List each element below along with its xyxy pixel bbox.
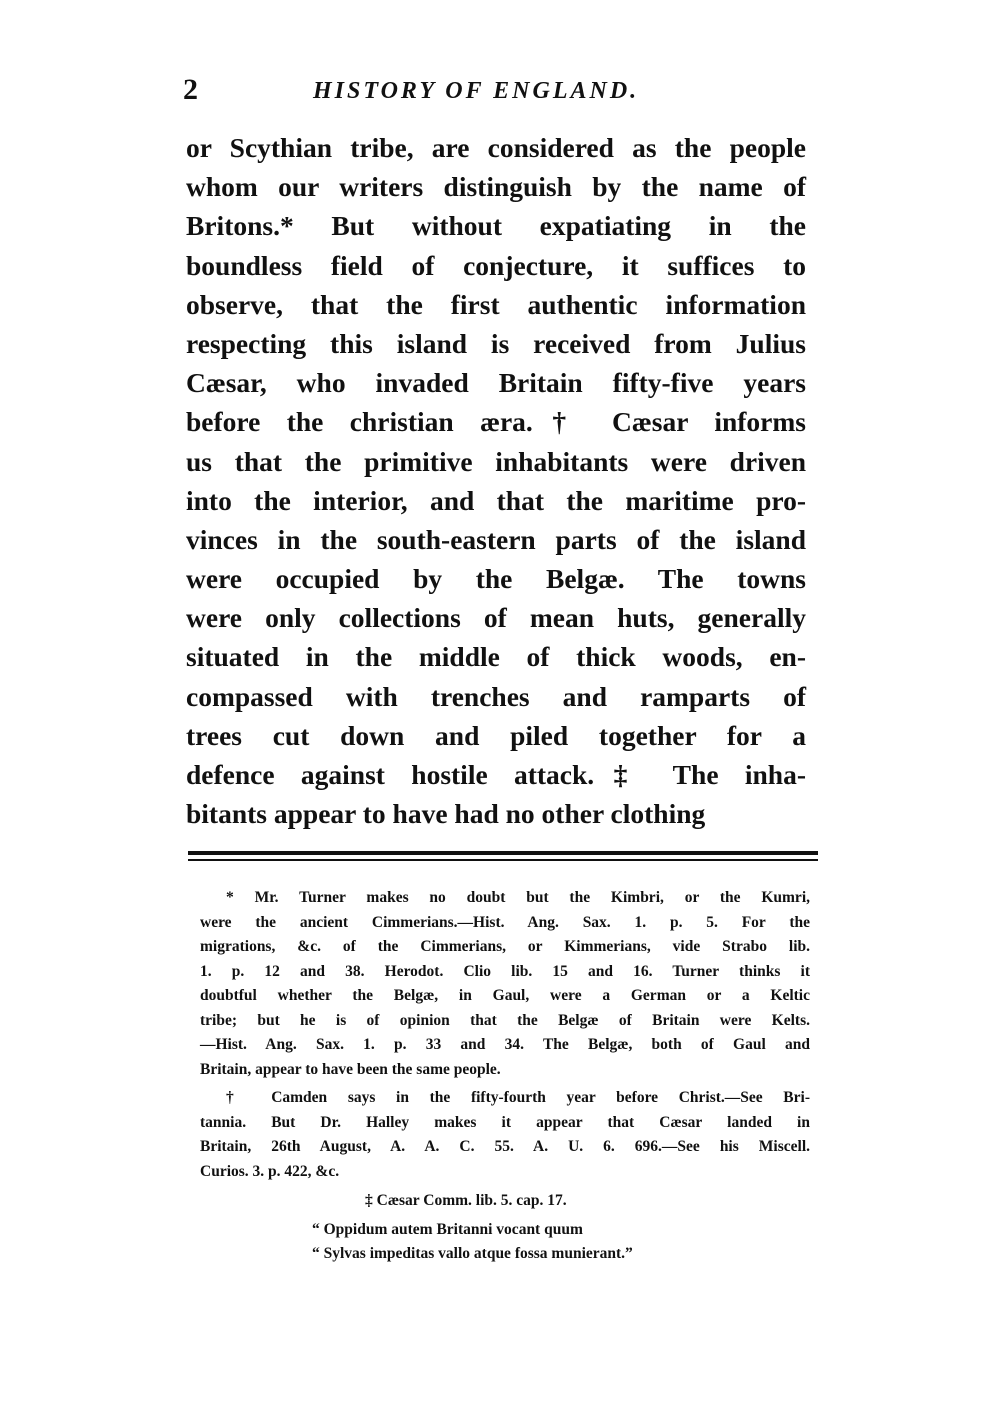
footnote-line: —Hist. Ang. Sax. 1. p. 33 and 34. The Belgæ, both of Gaul and xyxy=(200,1036,810,1053)
latin-quote-line: “ Sylvas impeditas vallo atque fossa munierant.” xyxy=(312,1245,633,1262)
footnote-line: 1. p. 12 and 38. Herodot. Clio lib. 15 and 16. Turner thinks it xyxy=(200,962,810,980)
body-line: Britons.* But without expatiating in the xyxy=(186,210,806,242)
body-line: or Scythian tribe, are considered as the people xyxy=(186,132,806,163)
footnote-line: tribe; but he is of opinion that the Belgæ of Britain were Kelts. xyxy=(200,1011,810,1029)
footnote-line: were the ancient Cimmerians.—Hist. Ang. Sax. 1. p. 5. For the xyxy=(200,913,810,931)
body-line: trees cut down and piled together for a xyxy=(186,719,806,751)
page-number: 2 xyxy=(183,73,198,106)
footnote-divider-thin xyxy=(188,859,818,861)
body-line: boundless field of conjecture, it suffices to xyxy=(186,249,806,281)
footnote-line: * Mr. Turner makes no doubt but the Kimbri, or the Kumri, xyxy=(226,889,810,906)
footnote-line: † Camden says in the fifty-fourth year before Christ.—See Bri- xyxy=(226,1089,810,1106)
footnote-line: Curios. 3. p. 422, &c. xyxy=(200,1162,340,1180)
body-line: Cæsar, who invaded Britain fifty-five years xyxy=(186,367,806,399)
body-line: bitants appear to have had no other clothing xyxy=(186,798,706,830)
body-line: respecting this island is received from Julius xyxy=(186,327,806,359)
body-line: us that the primitive inhabitants were driven xyxy=(186,445,806,477)
body-line: whom our writers distinguish by the name of xyxy=(186,171,806,203)
body-line: vinces in the south-eastern parts of the island xyxy=(186,523,806,555)
body-line: compassed with trenches and ramparts of xyxy=(186,680,806,712)
running-title: HISTORY OF ENGLAND. xyxy=(313,78,640,104)
footnote-line: Britain, appear to have been the same people. xyxy=(200,1060,501,1078)
body-line: into the interior, and that the maritime pro- xyxy=(186,484,806,516)
footnote-1 xyxy=(200,886,810,1082)
footnote-2 xyxy=(200,1086,810,1184)
running-head xyxy=(183,74,653,106)
footnote-line: tannia. But Dr. Halley makes it appear that Cæsar landed in xyxy=(200,1113,810,1131)
body-line: defence against hostile attack.‡ The inha- xyxy=(186,759,806,790)
latin-quote-line: “ Oppidum autem Britanni vocant quum xyxy=(312,1221,583,1238)
body-line: situated in the middle of thick woods, en- xyxy=(186,641,806,673)
body-line: observe, that the first authentic information xyxy=(186,288,806,320)
main-text-block xyxy=(186,128,806,833)
body-line: before the christian æra.† Cæsar informs xyxy=(186,406,806,438)
body-line: were only collections of mean huts, generally xyxy=(186,602,806,634)
footnote-3: ‡ Cæsar Comm. lib. 5. cap. 17. xyxy=(365,1192,567,1209)
footnote-line: Britain, 26th August, A. A. C. 55. A. U. 6. 696.—See his Miscell. xyxy=(200,1138,810,1155)
footnote-divider-thick xyxy=(188,851,818,855)
footnote-line: migrations, &c. of the Cimmerians, or Kimmerians, vide Strabo lib. xyxy=(200,938,810,955)
footnotes-block xyxy=(200,886,810,1266)
body-line: were occupied by the Belgæ. The towns xyxy=(186,563,806,595)
footnote-line: doubtful whether the Belgæ, in Gaul, were a German or a Keltic xyxy=(200,987,810,1004)
